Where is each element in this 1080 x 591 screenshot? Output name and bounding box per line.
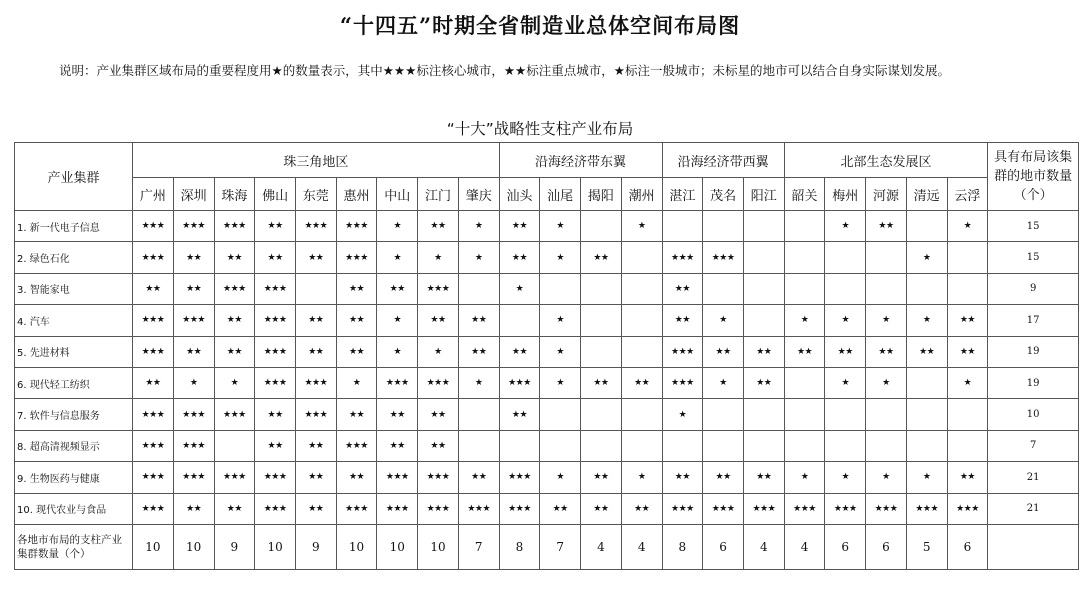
star-rating-cell [906,273,947,304]
star-rating-cell: ★★★ [947,493,988,524]
star-rating-cell: ★★ [336,336,377,367]
star-rating-cell [499,430,540,461]
star-rating-cell [743,430,784,461]
city-header: 广州 [133,178,174,211]
total-cell: 7 [458,524,499,569]
star-rating-cell: ★★★ [336,211,377,242]
star-rating-cell [703,399,744,430]
city-header: 肇庆 [458,178,499,211]
star-rating-cell: ★ [540,305,581,336]
star-rating-cell: ★★★ [418,273,459,304]
star-rating-cell [214,430,255,461]
star-rating-cell: ★★ [784,336,825,367]
city-count-cell: 10 [988,399,1079,430]
star-rating-cell: ★★★ [173,399,214,430]
star-rating-cell: ★★ [499,399,540,430]
city-header: 梅州 [825,178,866,211]
star-rating-cell: ★★ [743,367,784,398]
city-header: 湛江 [662,178,703,211]
star-rating-cell [499,305,540,336]
region-header: 北部生态发展区 [784,143,988,178]
industry-layout-table [14,142,1079,570]
total-cell: 4 [581,524,622,569]
star-rating-cell: ★★ [295,305,336,336]
totals-row [15,524,1079,569]
city-header: 阳江 [743,178,784,211]
industry-name: 4. 汽车 [15,305,133,336]
star-rating-cell [866,430,907,461]
star-rating-cell: ★★ [377,399,418,430]
star-rating-cell: ★★ [703,336,744,367]
star-rating-cell: ★ [825,462,866,493]
star-rating-cell: ★ [458,211,499,242]
star-rating-cell [906,399,947,430]
star-rating-cell: ★★★ [418,462,459,493]
star-rating-cell: ★★ [295,493,336,524]
star-rating-cell: ★★ [295,242,336,273]
star-rating-cell: ★★★ [214,462,255,493]
star-rating-cell: ★ [458,242,499,273]
total-cell: 4 [743,524,784,569]
star-rating-cell [784,273,825,304]
total-cell: 10 [418,524,459,569]
star-rating-cell: ★★ [947,336,988,367]
star-rating-cell [947,399,988,430]
star-rating-cell: ★★ [418,399,459,430]
star-rating-cell [866,242,907,273]
star-rating-cell: ★★ [621,367,662,398]
star-rating-cell [743,242,784,273]
star-rating-cell: ★★★ [295,367,336,398]
city-header: 深圳 [173,178,214,211]
star-rating-cell [662,430,703,461]
star-rating-cell: ★★★ [255,336,296,367]
star-rating-cell [703,273,744,304]
total-cell: 7 [540,524,581,569]
star-rating-cell: ★★ [255,399,296,430]
total-cell: 10 [255,524,296,569]
star-rating-cell: ★★ [295,430,336,461]
total-cell: 8 [662,524,703,569]
star-rating-cell: ★★★ [133,493,174,524]
total-cell: 9 [295,524,336,569]
star-rating-cell: ★★ [866,336,907,367]
total-cell: 4 [784,524,825,569]
star-rating-cell: ★ [784,462,825,493]
star-rating-cell [621,336,662,367]
star-rating-cell: ★★ [336,462,377,493]
star-rating-cell [947,430,988,461]
star-rating-cell: ★★★ [662,367,703,398]
star-rating-cell: ★★★ [173,430,214,461]
city-count-cell: 9 [988,273,1079,304]
star-rating-cell: ★★ [540,493,581,524]
star-rating-cell: ★★ [662,305,703,336]
star-rating-cell: ★★★ [784,493,825,524]
star-rating-cell: ★ [906,462,947,493]
star-rating-cell [825,430,866,461]
star-rating-cell [784,430,825,461]
city-header: 中山 [377,178,418,211]
star-rating-cell: ★ [418,336,459,367]
star-rating-cell: ★ [418,242,459,273]
total-cell: 10 [133,524,174,569]
page-title: “十四五”时期全省制造业总体空间布局图 [339,13,741,38]
total-cell: 9 [214,524,255,569]
star-rating-cell: ★★ [499,211,540,242]
table-row [15,242,1079,273]
star-rating-cell [540,399,581,430]
star-rating-cell: ★★ [458,336,499,367]
star-rating-cell: ★★ [418,430,459,461]
city-header: 珠海 [214,178,255,211]
total-cell: 6 [703,524,744,569]
star-rating-cell: ★★★ [214,211,255,242]
industry-name: 8. 超高清视频显示 [15,430,133,461]
star-rating-cell: ★ [947,211,988,242]
table-row [15,367,1079,398]
city-count-cell: 15 [988,211,1079,242]
star-rating-cell: ★★★ [133,336,174,367]
star-rating-cell [458,273,499,304]
total-cell: 4 [621,524,662,569]
city-count-cell: 17 [988,305,1079,336]
star-rating-cell: ★★★ [255,462,296,493]
star-rating-cell: ★★ [418,305,459,336]
star-rating-cell: ★★ [458,462,499,493]
star-rating-cell [581,211,622,242]
city-header: 茂名 [703,178,744,211]
star-rating-cell: ★★ [418,211,459,242]
star-rating-cell: ★ [947,367,988,398]
star-rating-cell: ★★ [255,430,296,461]
star-rating-cell: ★★★ [133,462,174,493]
star-rating-cell: ★★★ [133,430,174,461]
total-cell: 10 [173,524,214,569]
industry-name: 3. 智能家电 [15,273,133,304]
industry-name: 10. 现代农业与食品 [15,493,133,524]
city-count-cell: 15 [988,242,1079,273]
star-rating-cell: ★★★ [173,211,214,242]
region-header: 沿海经济带西翼 [662,143,784,178]
star-rating-cell [703,211,744,242]
star-rating-cell: ★★ [581,462,622,493]
star-rating-cell: ★★★ [499,462,540,493]
star-rating-cell [295,273,336,304]
star-rating-cell: ★ [703,305,744,336]
city-header: 江门 [418,178,459,211]
total-cell: 6 [866,524,907,569]
star-rating-cell: ★★ [214,242,255,273]
star-rating-cell: ★★ [336,305,377,336]
star-rating-cell: ★★ [581,242,622,273]
star-rating-cell [581,305,622,336]
star-rating-cell [621,242,662,273]
star-rating-cell: ★★★ [133,305,174,336]
star-rating-cell [906,211,947,242]
city-header: 佛山 [255,178,296,211]
header-city-count: 具有布局该集群的地市数量（个） [988,143,1079,211]
star-rating-cell [784,211,825,242]
star-rating-cell: ★ [825,367,866,398]
star-rating-cell: ★ [703,367,744,398]
star-rating-cell: ★★★ [336,493,377,524]
region-header: 沿海经济带东翼 [499,143,662,178]
total-cell: 6 [947,524,988,569]
star-rating-cell: ★★ [173,493,214,524]
industry-name: 9. 生物医药与健康 [15,462,133,493]
star-rating-cell [743,211,784,242]
star-rating-cell: ★★ [499,336,540,367]
star-rating-cell [621,399,662,430]
industry-name: 5. 先进材料 [15,336,133,367]
star-rating-cell [662,211,703,242]
star-rating-cell: ★ [173,367,214,398]
totals-label: 各地市布局的支柱产业集群数量（个） [15,524,133,569]
star-rating-cell [540,273,581,304]
star-rating-cell: ★★ [947,462,988,493]
star-rating-cell [703,430,744,461]
star-rating-cell: ★★★ [336,430,377,461]
star-rating-cell: ★ [377,336,418,367]
star-rating-cell: ★★★ [703,493,744,524]
star-rating-cell: ★★ [214,336,255,367]
star-rating-cell: ★ [540,462,581,493]
table-subtitle: “十大”战略性支柱产业布局 [446,120,634,138]
star-rating-cell: ★★★ [499,493,540,524]
star-rating-cell: ★★★ [377,462,418,493]
star-rating-cell [581,273,622,304]
legend-note: 说明：产业集群区域布局的重要程度用★的数量表示，其中★★★标注核心城市，★★标注重点城市，★标注一般城市；未标星的地市可以结合自身实际谋划发展。 [59,63,950,78]
star-rating-cell [621,273,662,304]
star-rating-cell [581,336,622,367]
star-rating-cell: ★★ [173,242,214,273]
city-count-cell: 19 [988,367,1079,398]
star-rating-cell [458,430,499,461]
star-rating-cell [906,367,947,398]
city-header: 清远 [906,178,947,211]
header-industry-cluster: 产业集群 [15,143,133,211]
star-rating-cell: ★★★ [133,399,174,430]
star-rating-cell: ★★★ [662,493,703,524]
star-rating-cell [540,430,581,461]
city-header: 潮州 [621,178,662,211]
city-header: 揭阳 [581,178,622,211]
table-row [15,305,1079,336]
star-rating-cell: ★ [621,462,662,493]
star-rating-cell: ★ [540,336,581,367]
industry-name: 2. 绿色石化 [15,242,133,273]
star-rating-cell: ★★★ [499,367,540,398]
star-rating-cell: ★★ [214,493,255,524]
star-rating-cell [743,399,784,430]
star-rating-cell [743,273,784,304]
star-rating-cell: ★★ [947,305,988,336]
star-rating-cell: ★ [214,367,255,398]
city-header: 云浮 [947,178,988,211]
star-rating-cell: ★★★ [133,211,174,242]
region-header: 珠三角地区 [133,143,500,178]
industry-name: 1. 新一代电子信息 [15,211,133,242]
star-rating-cell: ★★ [581,493,622,524]
star-rating-cell: ★ [866,305,907,336]
star-rating-cell: ★ [540,242,581,273]
star-rating-cell [784,399,825,430]
star-rating-cell: ★★ [703,462,744,493]
industry-name: 7. 软件与信息服务 [15,399,133,430]
star-rating-cell [621,305,662,336]
total-cell: 8 [499,524,540,569]
star-rating-cell: ★ [662,399,703,430]
star-rating-cell: ★ [540,367,581,398]
star-rating-cell: ★★★ [255,273,296,304]
star-rating-cell [581,430,622,461]
star-rating-cell: ★ [540,211,581,242]
star-rating-cell: ★★★ [703,242,744,273]
star-rating-cell: ★★ [133,273,174,304]
star-rating-cell: ★★ [255,242,296,273]
star-rating-cell: ★★ [173,273,214,304]
star-rating-cell [581,399,622,430]
star-rating-cell: ★★★ [336,242,377,273]
star-rating-cell [947,273,988,304]
table-row [15,462,1079,493]
total-cell: 5 [906,524,947,569]
star-rating-cell: ★★★ [255,493,296,524]
star-rating-cell: ★ [866,367,907,398]
star-rating-cell: ★★ [295,462,336,493]
star-rating-cell: ★★★ [214,399,255,430]
star-rating-cell: ★★ [336,399,377,430]
empty-cell [988,524,1079,569]
star-rating-cell: ★★★ [173,462,214,493]
star-rating-cell: ★★★ [377,493,418,524]
star-rating-cell [825,273,866,304]
star-rating-cell: ★ [825,211,866,242]
star-rating-cell: ★ [825,305,866,336]
star-rating-cell: ★ [784,305,825,336]
table-row [15,430,1079,461]
star-rating-cell: ★ [906,242,947,273]
city-count-cell: 7 [988,430,1079,461]
star-rating-cell: ★★★ [214,273,255,304]
star-rating-cell: ★★★ [906,493,947,524]
star-rating-cell [621,430,662,461]
star-rating-cell: ★ [906,305,947,336]
star-rating-cell: ★★ [255,211,296,242]
star-rating-cell: ★★ [173,336,214,367]
city-header: 河源 [866,178,907,211]
star-rating-cell [743,305,784,336]
star-rating-cell: ★★ [621,493,662,524]
star-rating-cell: ★ [377,305,418,336]
star-rating-cell: ★★ [866,211,907,242]
star-rating-cell [784,367,825,398]
star-rating-cell: ★★ [133,367,174,398]
city-count-cell: 19 [988,336,1079,367]
total-cell: 10 [336,524,377,569]
star-rating-cell: ★★ [662,273,703,304]
star-rating-cell: ★★★ [418,367,459,398]
star-rating-cell: ★★ [377,430,418,461]
star-rating-cell [458,399,499,430]
star-rating-cell [866,399,907,430]
star-rating-cell: ★★ [581,367,622,398]
city-count-cell: 21 [988,493,1079,524]
star-rating-cell: ★★★ [255,305,296,336]
table-row [15,211,1079,242]
star-rating-cell: ★ [377,242,418,273]
star-rating-cell: ★★ [377,273,418,304]
table-row [15,493,1079,524]
star-rating-cell: ★ [458,367,499,398]
star-rating-cell: ★★★ [377,367,418,398]
star-rating-cell: ★★★ [295,399,336,430]
star-rating-cell: ★ [336,367,377,398]
table-row [15,336,1079,367]
star-rating-cell: ★★ [295,336,336,367]
star-rating-cell: ★★ [662,462,703,493]
star-rating-cell: ★★★ [418,493,459,524]
star-rating-cell: ★★ [214,305,255,336]
star-rating-cell: ★★★ [173,305,214,336]
star-rating-cell: ★★ [336,273,377,304]
star-rating-cell: ★★ [743,462,784,493]
star-rating-cell [784,242,825,273]
city-header: 东莞 [295,178,336,211]
star-rating-cell: ★★★ [458,493,499,524]
star-rating-cell: ★★ [825,336,866,367]
star-rating-cell: ★★★ [133,242,174,273]
star-rating-cell: ★★ [906,336,947,367]
table-row [15,399,1079,430]
star-rating-cell: ★★★ [295,211,336,242]
star-rating-cell: ★★★ [825,493,866,524]
star-rating-cell: ★ [866,462,907,493]
star-rating-cell: ★ [621,211,662,242]
star-rating-cell [947,242,988,273]
star-rating-cell: ★★ [499,242,540,273]
industry-name: 6. 现代轻工纺织 [15,367,133,398]
city-header: 汕头 [499,178,540,211]
city-header: 韶关 [784,178,825,211]
star-rating-cell: ★★★ [743,493,784,524]
star-rating-cell: ★★★ [662,336,703,367]
star-rating-cell: ★★ [743,336,784,367]
star-rating-cell: ★ [499,273,540,304]
star-rating-cell: ★ [377,211,418,242]
star-rating-cell [825,399,866,430]
star-rating-cell [825,242,866,273]
star-rating-cell: ★★ [458,305,499,336]
city-count-cell: 21 [988,462,1079,493]
star-rating-cell [906,430,947,461]
star-rating-cell: ★★★ [662,242,703,273]
total-cell: 10 [377,524,418,569]
total-cell: 6 [825,524,866,569]
star-rating-cell: ★★★ [866,493,907,524]
table-row [15,273,1079,304]
city-header: 惠州 [336,178,377,211]
star-rating-cell: ★★★ [255,367,296,398]
star-rating-cell [866,273,907,304]
city-header: 汕尾 [540,178,581,211]
